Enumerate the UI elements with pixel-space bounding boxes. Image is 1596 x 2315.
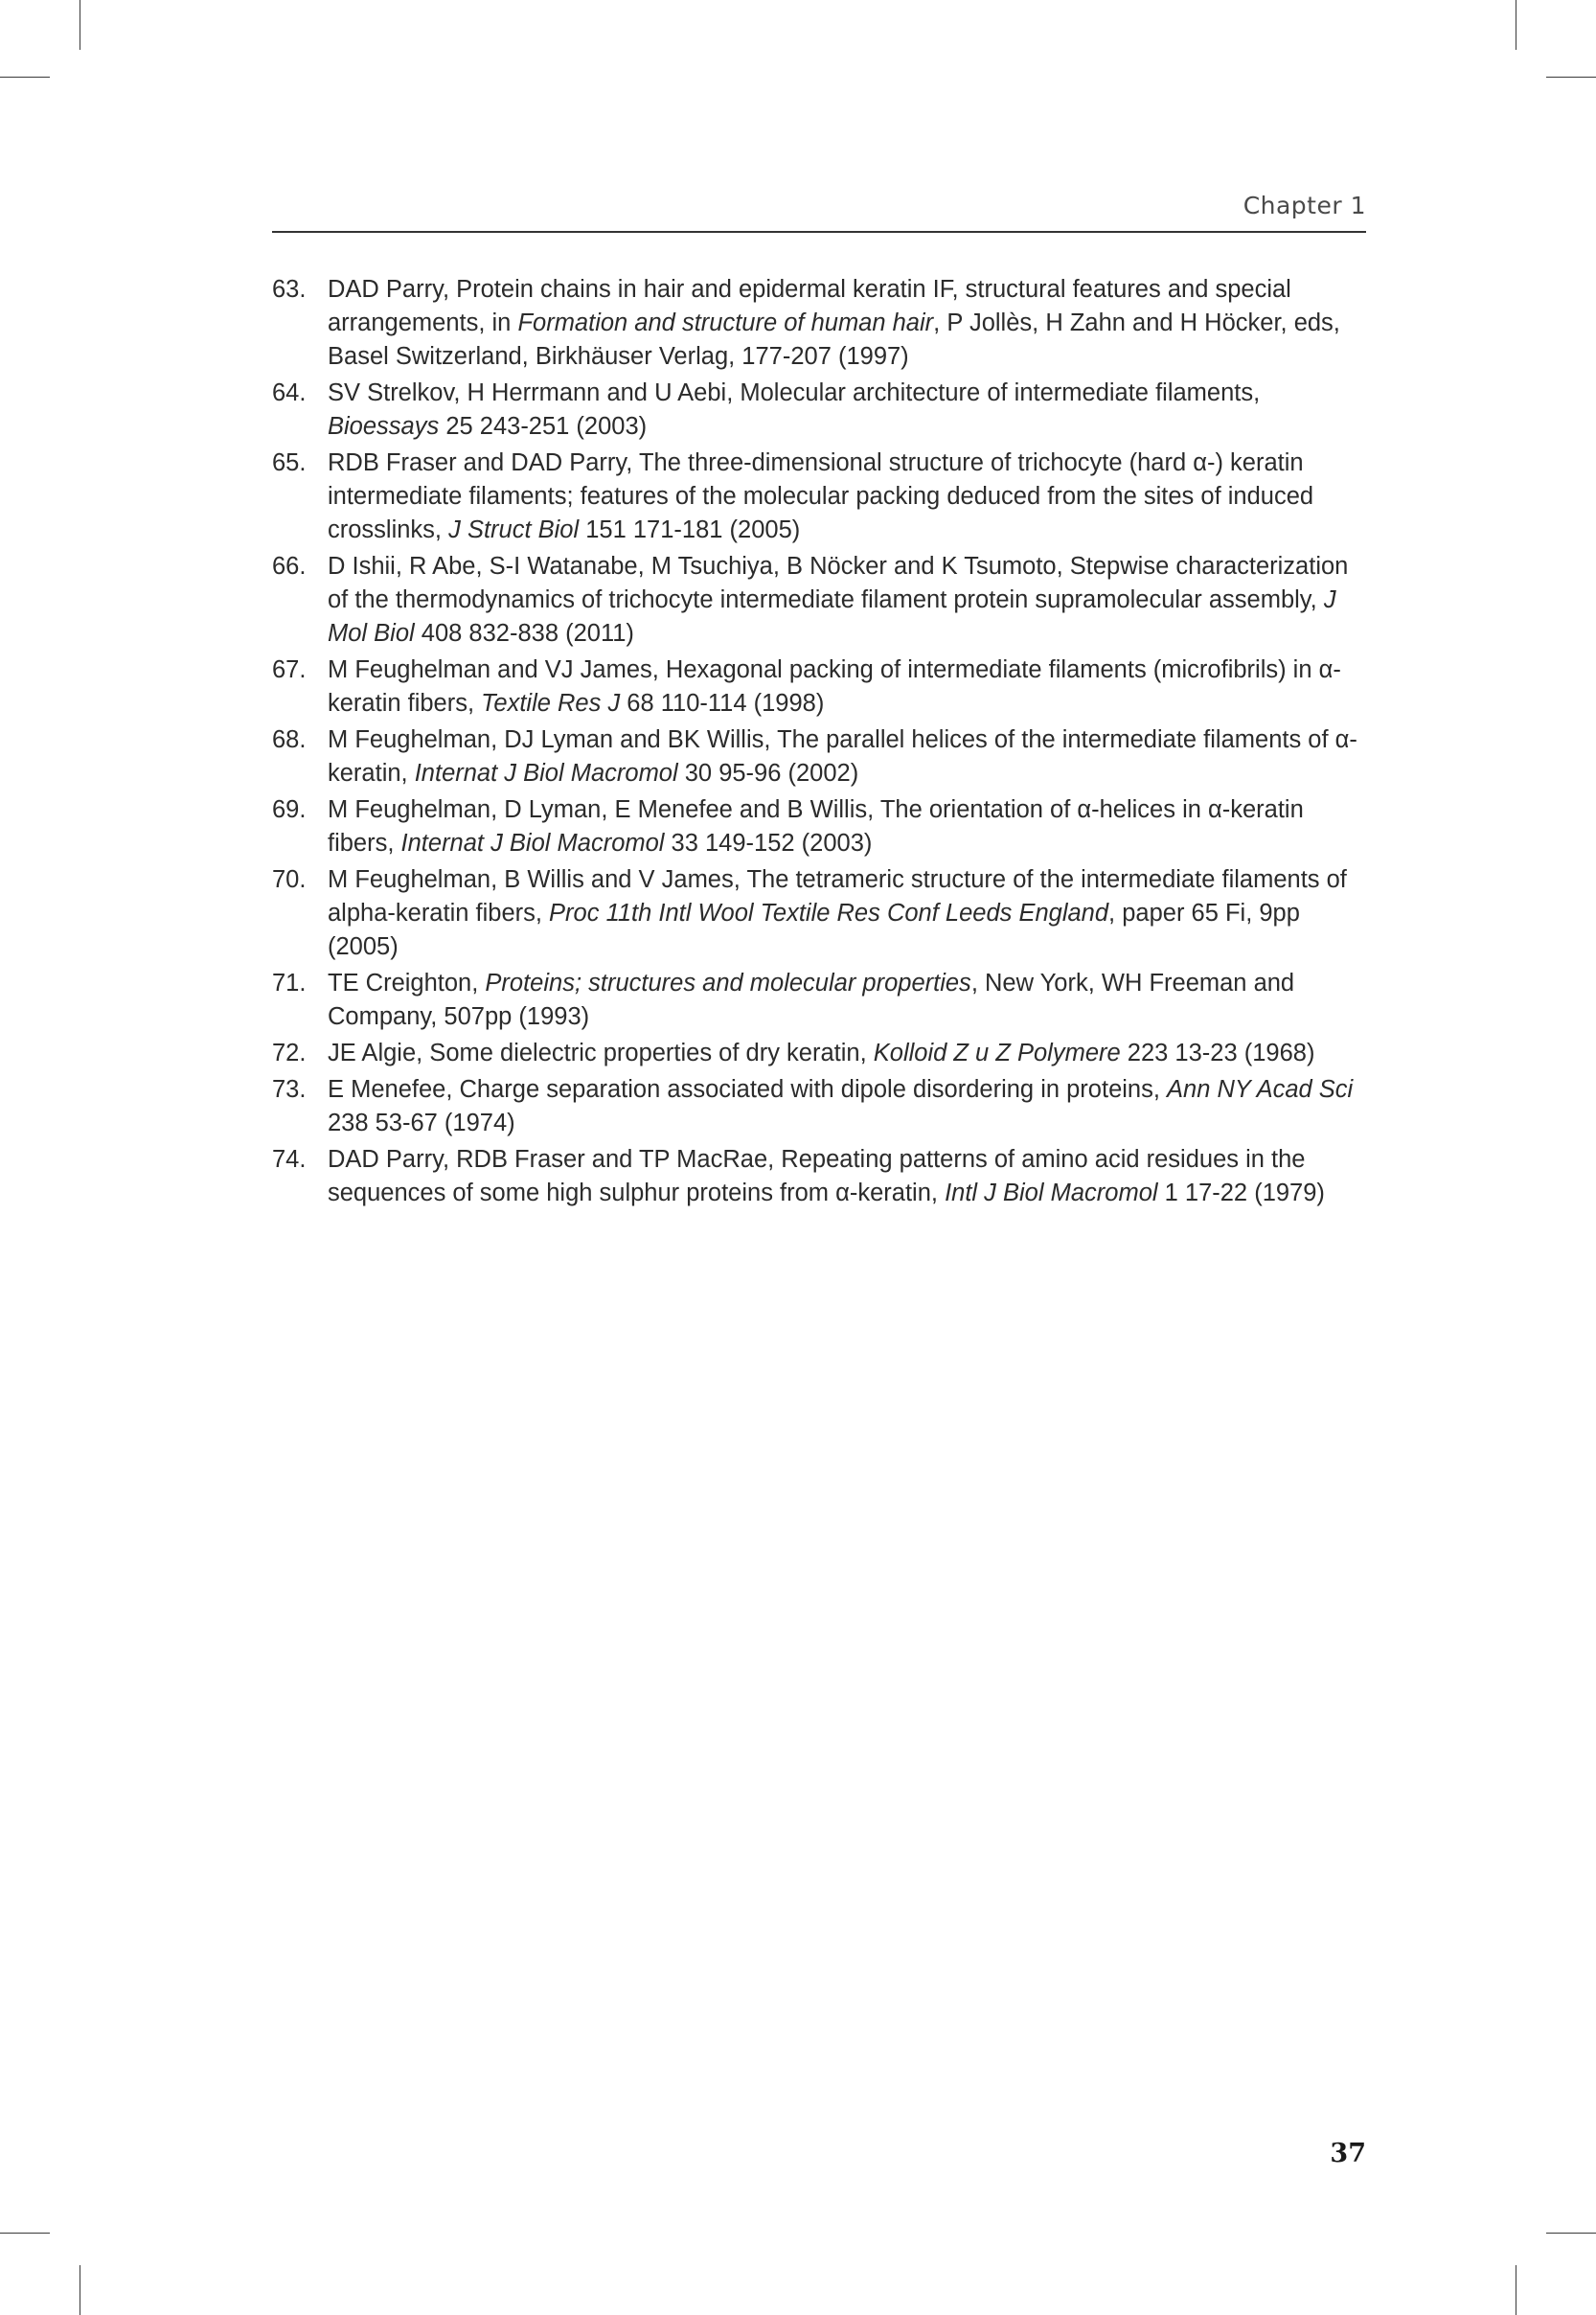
reference-source-title: Internat J Biol Macromol — [400, 830, 665, 857]
reference-item — [272, 967, 1374, 1034]
reference-item — [272, 1037, 1374, 1070]
reference-text-segment: , paper 65 Fi, 9pp (2005) — [328, 900, 1300, 960]
reference-item — [272, 1143, 1374, 1210]
page-number: 37 — [1330, 2139, 1366, 2168]
reference-source-title: Kolloid Z u Z Polymere — [873, 1040, 1121, 1066]
crop-mark — [0, 2233, 50, 2234]
reference-text-segment: DAD Parry, RDB Fraser and TP MacRae, Repeating patterns of amino acid residues in the sequences of some high sulphur proteins from α-keratin, — [328, 1146, 1306, 1206]
reference-text — [328, 796, 1304, 857]
reference-source-title: Proteins; structures and molecular properties — [485, 970, 971, 997]
reference-number: 67. — [272, 656, 307, 683]
reference-text-segment: 408 832-838 (2011) — [414, 620, 634, 647]
reference-text-segment: SV Strelkov, H Herrmann and U Aebi, Molecular architecture of intermediate filaments, — [328, 379, 1261, 406]
running-head — [272, 188, 1366, 233]
reference-text-segment: 223 13-23 (1968) — [1120, 1040, 1315, 1066]
chapter-label: Chapter 1 — [1243, 192, 1366, 219]
reference-text-segment: 68 110-114 (1998) — [620, 690, 825, 717]
reference-text — [328, 1076, 1353, 1136]
reference-source-title: Bioessays — [328, 413, 440, 440]
reference-item — [272, 653, 1374, 721]
reference-text-segment: 33 149-152 (2003) — [664, 830, 873, 857]
reference-text-segment: M Feughelman, DJ Lyman and BK Willis, The parallel helices of the intermediate filaments of α-keratin, — [328, 726, 1357, 787]
reference-text — [328, 1146, 1325, 1206]
reference-text-segment: M Feughelman, D Lyman, E Menefee and B Willis, The orientation of α-helices in α-keratin fibers, — [328, 796, 1304, 857]
reference-text — [328, 1040, 1314, 1066]
reference-source-title: J Struct Biol — [448, 516, 580, 543]
reference-number: 71. — [272, 970, 307, 997]
reference-text — [328, 970, 1294, 1030]
reference-item — [272, 793, 1374, 860]
crop-mark — [1546, 77, 1596, 78]
reference-source-title: Internat J Biol Macromol — [414, 760, 678, 787]
reference-text — [328, 449, 1313, 543]
reference-source-title: Formation and structure of human hair — [517, 309, 934, 336]
reference-item — [272, 377, 1374, 444]
reference-item — [272, 723, 1374, 791]
crop-mark — [1546, 2233, 1596, 2234]
reference-text — [328, 726, 1357, 787]
reference-number: 73. — [272, 1076, 307, 1103]
reference-item — [272, 1073, 1374, 1140]
reference-source-title: J Mol Biol — [328, 586, 1336, 647]
reference-item — [272, 550, 1374, 651]
reference-text-segment: D Ishii, R Abe, S-I Watanabe, M Tsuchiya, B Nöcker and K Tsumoto, Stepwise characterization of the thermodynamics of trichocyte intermediate filament protein supramolecular assembly, — [328, 553, 1349, 613]
reference-text-segment: , New York, WH Freeman and Company, 507pp (1993) — [328, 970, 1295, 1030]
reference-text-segment: 151 171-181 (2005) — [579, 516, 801, 543]
reference-item — [272, 273, 1374, 374]
reference-text-segment: M Feughelman and VJ James, Hexagonal packing of intermediate filaments (microfibrils) in α-keratin fibers, — [328, 656, 1341, 717]
reference-number: 68. — [272, 726, 307, 753]
reference-number: 63. — [272, 276, 307, 303]
reference-text-segment: E Menefee, Charge separation associated with dipole disordering in proteins, — [328, 1076, 1168, 1103]
reference-text-segment: 25 243-251 (2003) — [439, 413, 648, 440]
reference-text-segment: RDB Fraser and DAD Parry, The three-dimensional structure of trichocyte (hard α-) keratin intermediate filaments; features of the molecular packing deduced from the sites of induced crosslinks, — [328, 449, 1314, 543]
reference-item — [272, 863, 1374, 964]
reference-number: 70. — [272, 866, 307, 893]
reference-number: 64. — [272, 379, 307, 406]
reference-source-title: Proc 11th Intl Wool Textile Res Conf Leeds England — [549, 900, 1109, 927]
reference-text — [328, 276, 1340, 370]
reference-text-segment: , P Jollès, H Zahn and H Höcker, eds, Basel Switzerland, Birkhäuser Verlag, 177-207 (1997) — [328, 309, 1340, 370]
reference-source-title: Ann NY Acad Sci — [1167, 1076, 1354, 1103]
reference-item — [272, 447, 1374, 547]
reference-text — [328, 379, 1260, 440]
reference-number: 72. — [272, 1040, 307, 1066]
reference-text-segment: 238 53-67 (1974) — [328, 1110, 515, 1136]
reference-number: 65. — [272, 449, 307, 476]
reference-text-segment: 1 17-22 (1979) — [1157, 1180, 1325, 1206]
reference-text-segment: M Feughelman, B Willis and V James, The tetrameric structure of the intermediate filaments of alpha-keratin fibers, — [328, 866, 1347, 927]
reference-number: 69. — [272, 796, 307, 823]
reference-text — [328, 553, 1348, 647]
reference-number: 66. — [272, 553, 307, 580]
reference-text-segment: DAD Parry, Protein chains in hair and epidermal keratin IF, structural features and special arrangements, in — [328, 276, 1291, 336]
reference-source-title: Intl J Biol Macromol — [945, 1180, 1158, 1206]
reference-text — [328, 866, 1347, 960]
reference-source-title: Textile Res J — [481, 690, 621, 717]
reference-number: 74. — [272, 1146, 307, 1173]
reference-text-segment: JE Algie, Some dielectric properties of dry keratin, — [328, 1040, 874, 1066]
reference-text-segment: 30 95-96 (2002) — [677, 760, 859, 787]
reference-text-segment: TE Creighton, — [328, 970, 486, 997]
reference-list — [272, 273, 1374, 1213]
crop-mark — [0, 77, 50, 78]
reference-text — [328, 656, 1341, 717]
